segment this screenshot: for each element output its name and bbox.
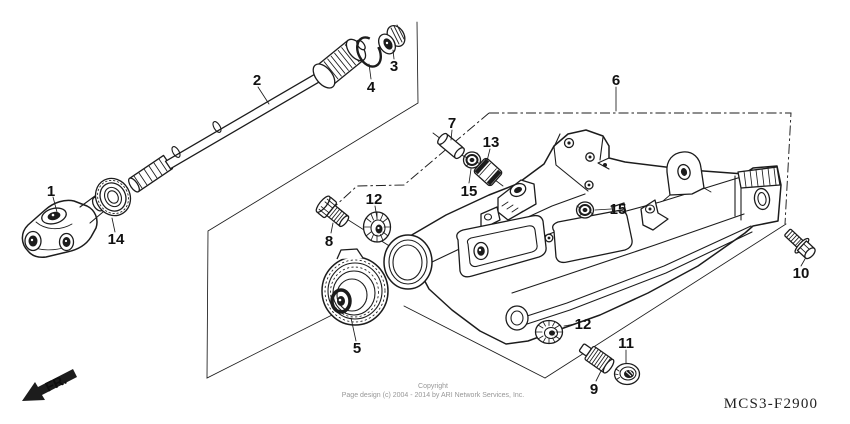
callout-15b[interactable]: 15 xyxy=(609,201,627,218)
part-9-adjusting-bolt xyxy=(577,341,616,375)
part-5-boot xyxy=(322,249,388,325)
front-direction-marker xyxy=(22,369,77,401)
part-1-universal-joint xyxy=(22,195,105,257)
part-8-plug-bolt xyxy=(314,194,352,230)
callout-5[interactable]: 5 xyxy=(352,340,362,357)
part-11-lock-nut xyxy=(615,364,640,385)
part-12-cap-b xyxy=(536,321,563,344)
callout-7[interactable]: 7 xyxy=(447,115,457,132)
part-2-driveshaft xyxy=(127,36,370,194)
callout-11[interactable]: 11 xyxy=(618,335,634,352)
callout-4[interactable]: 4 xyxy=(366,79,376,96)
callout-3[interactable]: 3 xyxy=(389,58,399,75)
callout-6[interactable]: 6 xyxy=(611,72,621,89)
callout-2[interactable]: 2 xyxy=(252,72,262,89)
part-10-flange-bolt xyxy=(781,225,819,262)
copyright-line-2: Page design (c) 2004 - 2014 by ARI Network Services, Inc. xyxy=(341,392,525,399)
callout-1[interactable]: 1 xyxy=(46,183,56,200)
callout-14[interactable]: 14 xyxy=(107,231,125,248)
copyright-line-1: Copyright xyxy=(418,383,448,390)
part-6-swingarm xyxy=(384,130,781,344)
fr-label: FR. xyxy=(42,371,69,395)
callout-10[interactable]: 10 xyxy=(792,265,810,282)
callout-12b[interactable]: 12 xyxy=(574,316,592,333)
diagram-code: MCS3-F2900 xyxy=(723,396,819,412)
callout-15a[interactable]: 15 xyxy=(460,183,478,200)
part-15-nut-b xyxy=(577,202,594,218)
callout-12a[interactable]: 12 xyxy=(365,191,383,208)
callout-8[interactable]: 8 xyxy=(324,233,334,250)
callout-13[interactable]: 13 xyxy=(482,134,500,151)
callout-9[interactable]: 9 xyxy=(589,381,599,398)
